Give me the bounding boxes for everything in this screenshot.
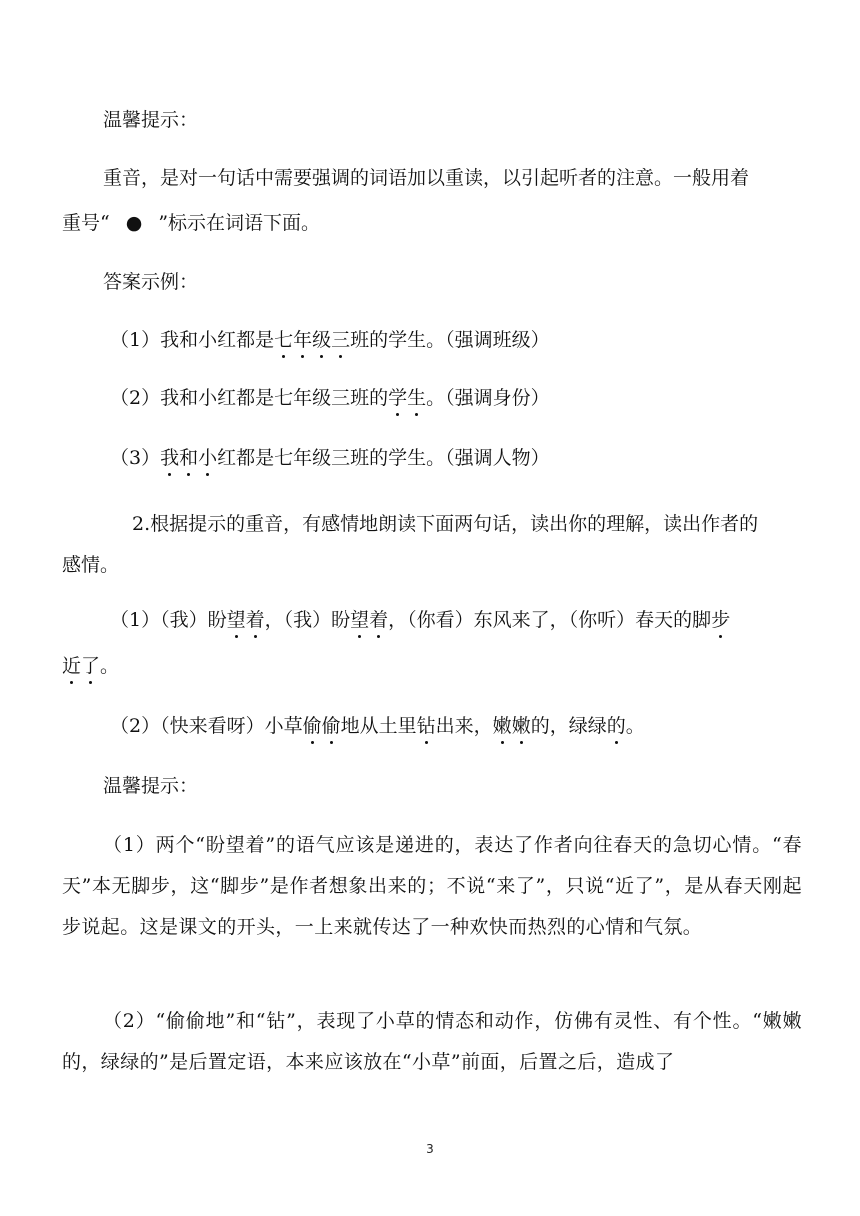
sentence-text: （2）（快来看呀）小草 (110, 715, 303, 737)
stressed-char: 七 (274, 329, 294, 351)
stressed-char: 近 (62, 655, 82, 677)
tip-heading: 温馨提示： (103, 109, 199, 131)
sentence-text: 地从土里 (340, 715, 417, 737)
sentence-text: 出来， (435, 715, 493, 737)
stressed-char: 年 (293, 329, 313, 351)
stressed-char: 偷 (321, 715, 341, 737)
stressed-char: 望 (350, 609, 370, 631)
stress-definition-line2 (62, 214, 802, 233)
stressed-char: 三 (331, 329, 351, 351)
stressed-char: 钻 (416, 715, 436, 737)
example-3 (110, 449, 850, 468)
example-2-post: 。（强调身份） (426, 387, 550, 409)
stressed-char: 了 (81, 655, 101, 677)
example-1-pre: （1）我和小红都是 (110, 329, 275, 351)
question-2-line2: 感情。 (62, 554, 120, 576)
stressed-char: 望 (226, 609, 246, 631)
stress-definition-pre: 重号“ (62, 212, 110, 234)
stress-mark-bullet: ● (125, 212, 143, 234)
sentence-text: ，（你看）东风来了，（你听）春天的脚 (388, 609, 712, 631)
example-3-post: 红都是七年级三班的学生。（强调人物） (217, 447, 550, 469)
answer-example-heading: 答案示例： (103, 271, 199, 293)
stressed-char: 嫩 (511, 715, 531, 737)
stressed-char: 的 (606, 715, 626, 737)
stressed-char: 小 (198, 447, 218, 469)
stressed-char: 级 (312, 329, 332, 351)
example-2-pre: （2）我和小红都是七年级三班的 (110, 387, 389, 409)
stressed-char: 步 (711, 609, 731, 631)
sentence-text: 。 (625, 715, 645, 737)
tip-heading-2: 温馨提示： (103, 775, 199, 797)
sentence-1-line2 (62, 657, 802, 676)
stress-definition-post: ”标示在词语下面。 (158, 212, 321, 234)
tip-paragraph-2: （2）“偷偷地”和“钻”，表现了小草的情态和动作，仿佛有灵性、有个性。“嫩嫩的，绿绿的”是后置定语，本来应该放在“小草”前面，后置之后，造成了 (62, 1010, 802, 1073)
stressed-char: 着 (245, 609, 265, 631)
sentence-2 (110, 717, 850, 736)
sentence-text: 的，绿绿 (530, 715, 607, 737)
stress-definition-line1: 重音，是对一句话中需要强调的词语加以重读，以引起听者的注意。一般用着 (103, 167, 750, 189)
stressed-char: 着 (369, 609, 389, 631)
sentence-1-line1 (110, 611, 850, 630)
stressed-char: 我 (160, 447, 180, 469)
example-1 (110, 331, 850, 350)
sentence-text: ，（我）盼 (264, 609, 351, 631)
example-1-post: 班的学生。（强调班级） (350, 329, 550, 351)
sentence-text: 。 (100, 655, 120, 677)
example-2 (110, 389, 850, 408)
stressed-char: 偷 (302, 715, 322, 737)
stressed-char: 和 (179, 447, 199, 469)
sentence-text: （1）（我）盼 (110, 609, 227, 631)
stressed-char: 生 (407, 387, 427, 409)
question-2-line1: 2.根据提示的重音，有感情地朗读下面两句话，读出你的理解，读出作者的 (132, 513, 759, 535)
page-number: 3 (426, 1142, 434, 1156)
tip-paragraph-1: （1）两个“盼望着”的语气应该是递进的，表达了作者向往春天的急切心情。“春天”本无脚步，这“脚步”是作者想象出来的；不说“来了”，只说“近了”，是从春天刚起步说起。这是课文的开头，一上来就传达了一种欢快而热烈的心情和气氛。 (62, 834, 802, 938)
stressed-char: 学 (388, 387, 408, 409)
stressed-char: 嫩 (492, 715, 512, 737)
example-3-pre: （3） (110, 447, 161, 469)
